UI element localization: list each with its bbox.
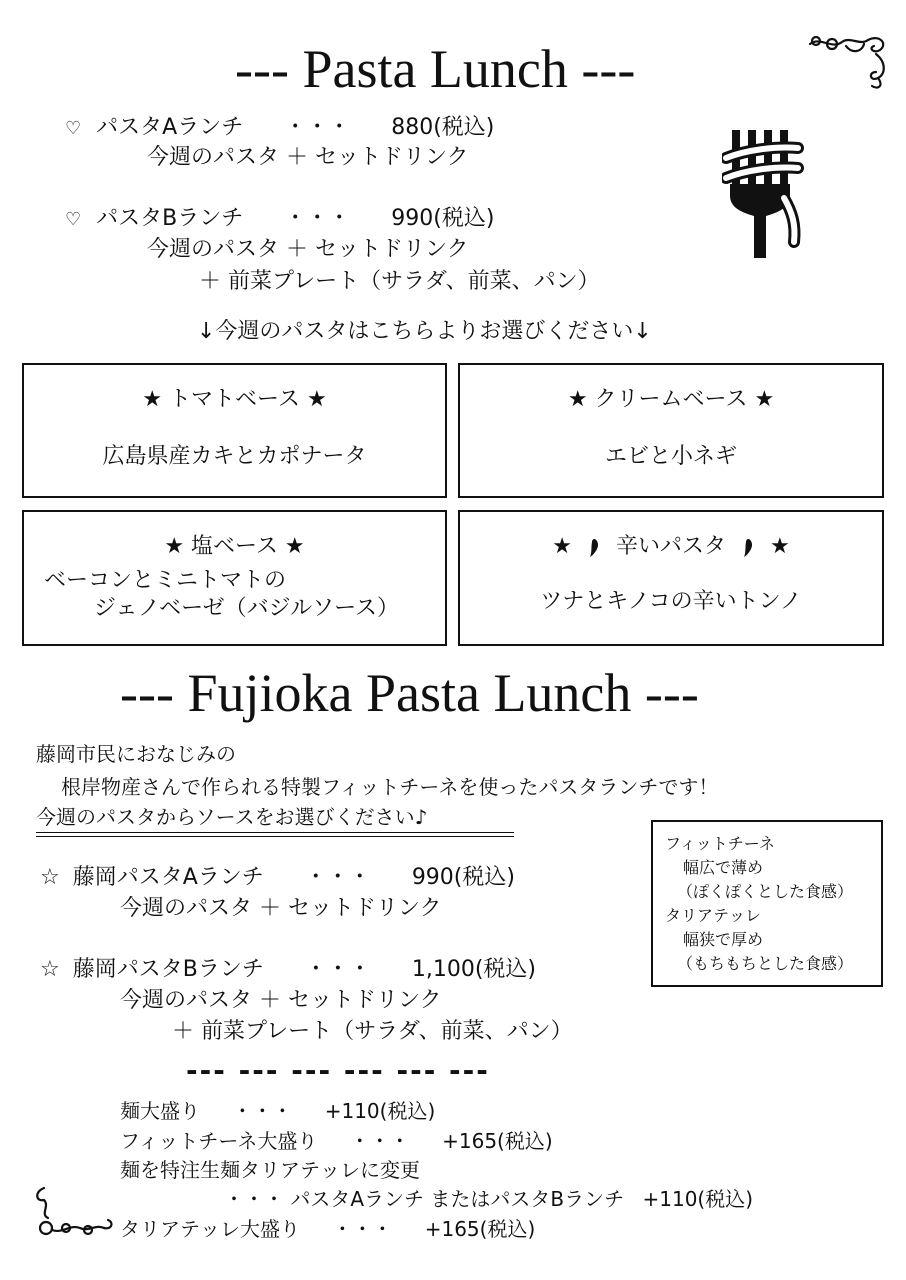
lunch-b-price: 990(税込) (391, 206, 495, 231)
option-row (120, 1101, 435, 1121)
star-right: ★ (770, 534, 790, 559)
option-dots: ・・・ (349, 1129, 410, 1153)
option-row (120, 1219, 535, 1239)
chili-pepper-icon (589, 535, 599, 557)
fujioka-a-marker: ☆ (40, 865, 60, 890)
fujioka-b-price: 1,100(税込) (411, 957, 536, 982)
lunch-a-desc: 今週のパスタ ＋ セットドリンク (147, 145, 469, 170)
intro-line: 藤岡市民におなじみの (36, 742, 236, 766)
option-row (224, 1189, 753, 1209)
sauce-box-head: ★ トマトベース ★ (142, 387, 327, 412)
option-label: タリアテッレ大盛り (120, 1217, 300, 1241)
intro-line: 今週のパスタからソースをお選びください♪ (36, 805, 428, 829)
sauce-box-head: ★ 塩ベース ★ (164, 534, 305, 559)
lunch-a-row (65, 117, 494, 139)
sauce-box-tomato (22, 363, 447, 498)
option-price: +110(税込) (324, 1099, 436, 1123)
lunch-b-marker: ♡ (65, 209, 82, 230)
fujioka-a-row (40, 867, 515, 889)
fujioka-b-marker: ☆ (40, 957, 60, 982)
option-row (120, 1131, 553, 1151)
option-price: +165(税込) (424, 1217, 536, 1241)
flourish-corner-icon (806, 32, 890, 92)
option-label: ・・・ パスタAランチ またはパスタBランチ (224, 1187, 625, 1211)
option-dots: ・・・ (232, 1099, 293, 1123)
choose-pasta-prompt: ↓今週のパスタはこちらよりお選びください↓ (197, 319, 652, 344)
option-label: 麺を特注生麺タリアテッレに変更 (120, 1158, 420, 1182)
fujioka-a-desc: 今週のパスタ ＋ セットドリンク (120, 896, 442, 921)
note-line: タリアテッレ (665, 906, 762, 925)
lunch-a-price: 880(税込) (391, 115, 495, 140)
lunch-b-dots: ・・・ (284, 206, 351, 231)
sauce-box-spicy (458, 510, 884, 646)
fujioka-a-name: 藤岡パスタAランチ (72, 865, 264, 890)
sauce-box-item: ジェノベーゼ（バジルソース） (94, 596, 400, 621)
lunch-b-name: パスタBランチ (96, 206, 244, 231)
noodle-note-box (651, 820, 883, 987)
note-line: 幅狭で厚め (683, 930, 764, 949)
lunch-b-row (65, 208, 494, 230)
star-left: ★ (552, 534, 572, 559)
fujioka-a-dots: ・・・ (304, 865, 371, 890)
option-label: フィットチーネ大盛り (120, 1129, 318, 1153)
option-dots: ・・・ (332, 1217, 393, 1241)
section2-title: --- Fujioka Pasta Lunch --- (120, 663, 699, 723)
fujioka-b-row (40, 959, 536, 981)
fujioka-a-price: 990(税込) (411, 865, 515, 890)
section1-title: --- Pasta Lunch --- (235, 39, 636, 99)
note-line: （ぽくぽくとした食感） (677, 882, 854, 901)
divider-dashes: --- --- --- --- --- --- (186, 1054, 490, 1087)
fujioka-b-desc2: ＋ 前菜プレート（サラダ、前菜、パン） (172, 1019, 573, 1044)
fujioka-b-desc: 今週のパスタ ＋ セットドリンク (120, 988, 442, 1013)
sauce-box-item: ツナとキノコの辛いトンノ (540, 589, 802, 614)
option-label: 麺大盛り (120, 1099, 200, 1123)
sauce-box-cream (458, 363, 884, 498)
sauce-box-head: ★ クリームベース ★ (567, 387, 775, 412)
chili-pepper-icon (743, 535, 753, 557)
option-price: +165(税込) (442, 1129, 553, 1153)
note-line: （もちもちとした食感） (677, 954, 854, 973)
intro-line: 根岸物産さんで作られる特製フィットチーネを使ったパスタランチです！ (61, 775, 719, 799)
lunch-b-desc: 今週のパスタ ＋ セットドリンク (147, 237, 469, 262)
lunch-a-name: パスタAランチ (96, 115, 244, 140)
sauce-box-item: エビと小ネギ (604, 444, 737, 469)
sauce-box-item: 広島県産カキとカポナータ (102, 444, 367, 469)
sauce-box-head (460, 529, 882, 560)
fujioka-b-dots: ・・・ (304, 957, 371, 982)
flourish-corner-icon (30, 1184, 116, 1242)
note-line: フィットチーネ (665, 834, 775, 853)
fujioka-b-name: 藤岡パスタBランチ (72, 957, 264, 982)
lunch-a-dots: ・・・ (284, 115, 351, 140)
fork-pasta-icon (722, 128, 804, 262)
intro-underline (36, 832, 514, 837)
sauce-box-item: ベーコンとミニトマトの (44, 568, 287, 593)
sauce-box-salt (22, 510, 447, 646)
lunch-b-desc2: ＋ 前菜プレート（サラダ、前菜、パン） (199, 269, 600, 294)
note-line: 幅広で薄め (683, 858, 764, 877)
lunch-a-marker: ♡ (65, 118, 82, 139)
option-price: +110(税込) (642, 1187, 754, 1211)
spicy-head-label: 辛いパスタ (615, 534, 726, 559)
